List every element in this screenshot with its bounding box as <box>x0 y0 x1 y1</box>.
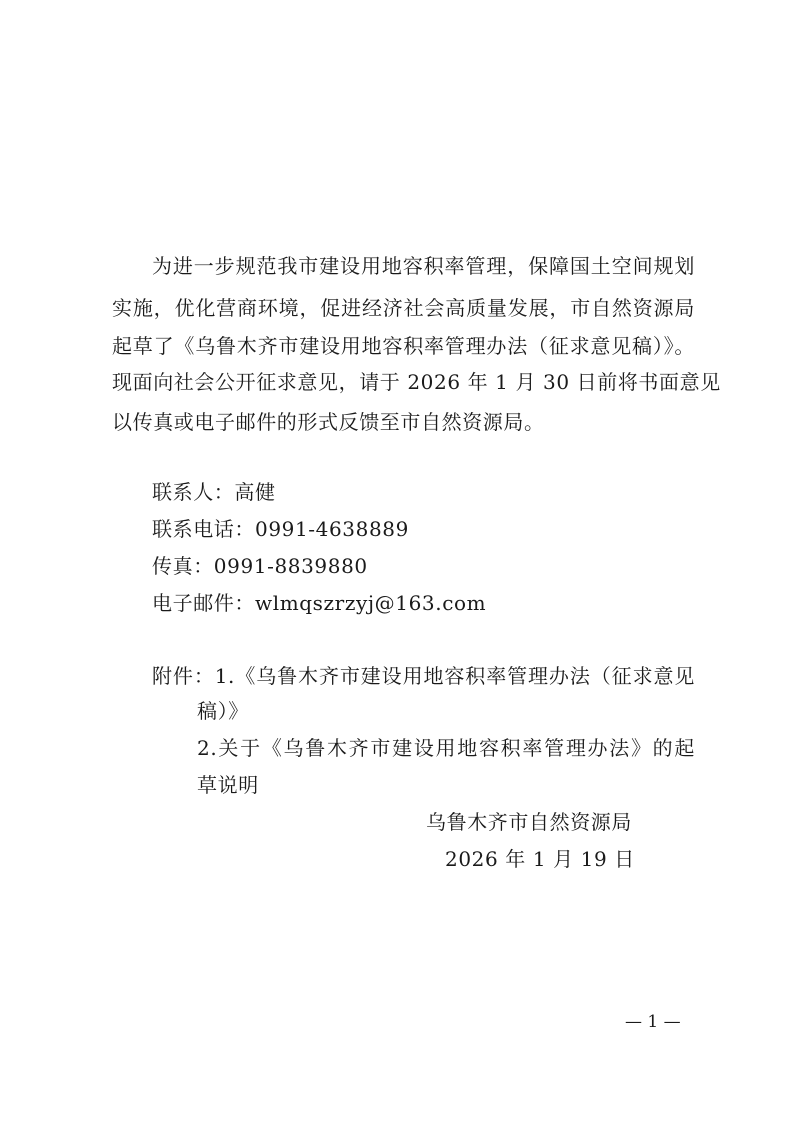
issue-date: 2026 年 1 月 19 日 <box>445 847 635 871</box>
attachment-1: 附件：1.《乌鲁木齐市建设用地容积率管理办法（征求意见 <box>152 664 695 688</box>
attachment-2-continued: 草说明 <box>197 773 259 797</box>
attachment-1-continued: 稿）》 <box>197 699 249 723</box>
body-paragraph-line-3: 起草了《乌鲁木齐市建设用地容积率管理办法（征求意见稿）》。 <box>112 334 695 358</box>
contact-email: 电子邮件：wlmqszrzyj@163.com <box>152 591 487 615</box>
page-number: — 1 — <box>625 1012 681 1032</box>
contact-person: 联系人：高健 <box>152 480 276 504</box>
body-paragraph-line-4: 现面向社会公开征求意见，请于 2026 年 1 月 30 日前将书面意见 <box>112 370 721 394</box>
issuer-name: 乌鲁木齐市自然资源局 <box>426 810 632 834</box>
body-paragraph-line-5: 以传真或电子邮件的形式反馈至市自然资源局。 <box>112 410 545 434</box>
contact-phone: 联系电话：0991-4638889 <box>152 517 409 541</box>
attachment-2: 2.关于《乌鲁木齐市建设用地容积率管理办法》的起 <box>197 736 695 760</box>
contact-fax: 传真：0991-8839880 <box>152 554 368 578</box>
body-paragraph-line-2: 实施，优化营商环境，促进经济社会高质量发展，市自然资源局 <box>112 296 695 320</box>
body-paragraph-line-1: 为进一步规范我市建设用地容积率管理，保障国土空间规划 <box>152 254 695 278</box>
